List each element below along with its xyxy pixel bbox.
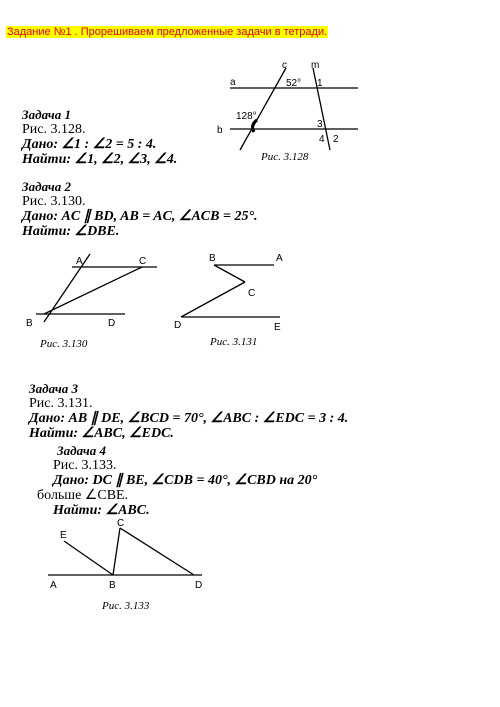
- line-ab: [44, 254, 90, 322]
- label-c: c: [282, 60, 287, 71]
- label-c: C: [139, 256, 147, 267]
- line-be: [64, 541, 113, 575]
- angle-52: 52°: [286, 78, 302, 89]
- problem-4-title: Задача 4: [57, 443, 106, 458]
- line-bc: [44, 267, 142, 314]
- line-cd: [120, 528, 194, 575]
- line-bc: [113, 528, 120, 575]
- problem-3: [29, 381, 348, 441]
- find-text: ∠ABC.: [105, 503, 150, 518]
- problem-2: [22, 179, 258, 239]
- given-text: AC ∥ BD, AB = AC, ∠ACB = 25°.: [61, 209, 258, 224]
- find-label: Найти:: [53, 503, 103, 518]
- line-c: [240, 68, 286, 150]
- problem-3-title: Задача 3: [29, 381, 78, 396]
- assignment-header: Задание №1 . Прорешиваем предложенные задачи в тетради.: [7, 26, 328, 38]
- label-a: A: [276, 253, 283, 264]
- label-e: E: [60, 530, 67, 541]
- problem-2-find: [22, 224, 258, 239]
- find-label: Найти:: [22, 152, 72, 167]
- angle-4: 4: [319, 134, 325, 145]
- problem-4-figure-ref: Рис. 3.133.: [53, 458, 117, 473]
- problem-1-find: [22, 152, 177, 167]
- label-b: B: [109, 580, 116, 591]
- given-text: ∠1 : ∠2 = 5 : 4.: [61, 137, 157, 152]
- label-a: A: [50, 580, 57, 591]
- problem-2-title: Задача 2: [22, 179, 71, 194]
- figure-3-130: [22, 252, 177, 334]
- problem-1: [22, 107, 177, 167]
- label-a: a: [230, 77, 236, 88]
- label-b: B: [26, 318, 33, 329]
- angle-128: 128°: [236, 111, 257, 122]
- label-d: D: [108, 318, 116, 329]
- find-label: Найти:: [22, 224, 72, 239]
- figure-3-131: [172, 250, 292, 332]
- given-text: AB ∥ DE, ∠BCD = 70°, ∠ABC : ∠EDC = 3 : 4.: [68, 411, 349, 426]
- problem-1-title: Задача 1: [22, 107, 71, 122]
- caption-3-133: Рис. 3.133: [102, 600, 150, 612]
- label-e: E: [274, 322, 281, 332]
- find-text: ∠1, ∠2, ∠3, ∠4.: [74, 152, 178, 167]
- problem-2-given: [22, 209, 258, 224]
- given-label: Дано:: [29, 411, 65, 426]
- line-bc: [214, 265, 245, 282]
- label-d: D: [174, 320, 182, 331]
- find-label: Найти:: [29, 426, 79, 441]
- given-text: DC ∥ BE, ∠CDB = 40°, ∠CBD на 20°: [92, 473, 318, 488]
- label-b: B: [209, 253, 216, 264]
- caption-3-130: Рис. 3.130: [40, 338, 88, 350]
- label-b: b: [217, 125, 223, 136]
- given-label: Дано:: [22, 137, 58, 152]
- label-a: A: [76, 256, 83, 267]
- problem-1-given: [22, 137, 177, 152]
- problem-4-given: [53, 473, 317, 488]
- caption-3-128: Рис. 3.128: [261, 151, 309, 163]
- problem-3-find: [29, 426, 348, 441]
- figure-3-128: [200, 60, 360, 160]
- line-cd: [181, 282, 245, 317]
- label-c: C: [248, 288, 256, 299]
- angle-1: 1: [317, 78, 323, 89]
- problem-4: [37, 443, 318, 518]
- angle-2: 2: [333, 134, 339, 145]
- given-label: Дано:: [22, 209, 58, 224]
- label-m: m: [311, 60, 320, 71]
- problem-4-given-cont: больше ∠CBE.: [37, 488, 129, 503]
- angle-3: 3: [317, 119, 323, 130]
- label-c: C: [117, 518, 125, 529]
- problem-1-figure-ref: Рис. 3.128.: [22, 122, 86, 137]
- caption-3-131: Рис. 3.131: [210, 336, 258, 348]
- problem-3-figure-ref: Рис. 3.131.: [29, 396, 93, 411]
- find-text: ∠ABC, ∠EDC.: [81, 426, 174, 441]
- problem-2-figure-ref: Рис. 3.130.: [22, 194, 86, 209]
- given-label: Дано:: [53, 473, 89, 488]
- problem-3-given: [29, 411, 348, 426]
- label-d: D: [195, 580, 203, 591]
- figure-3-133: [40, 515, 215, 595]
- find-text: ∠DBE.: [74, 224, 120, 239]
